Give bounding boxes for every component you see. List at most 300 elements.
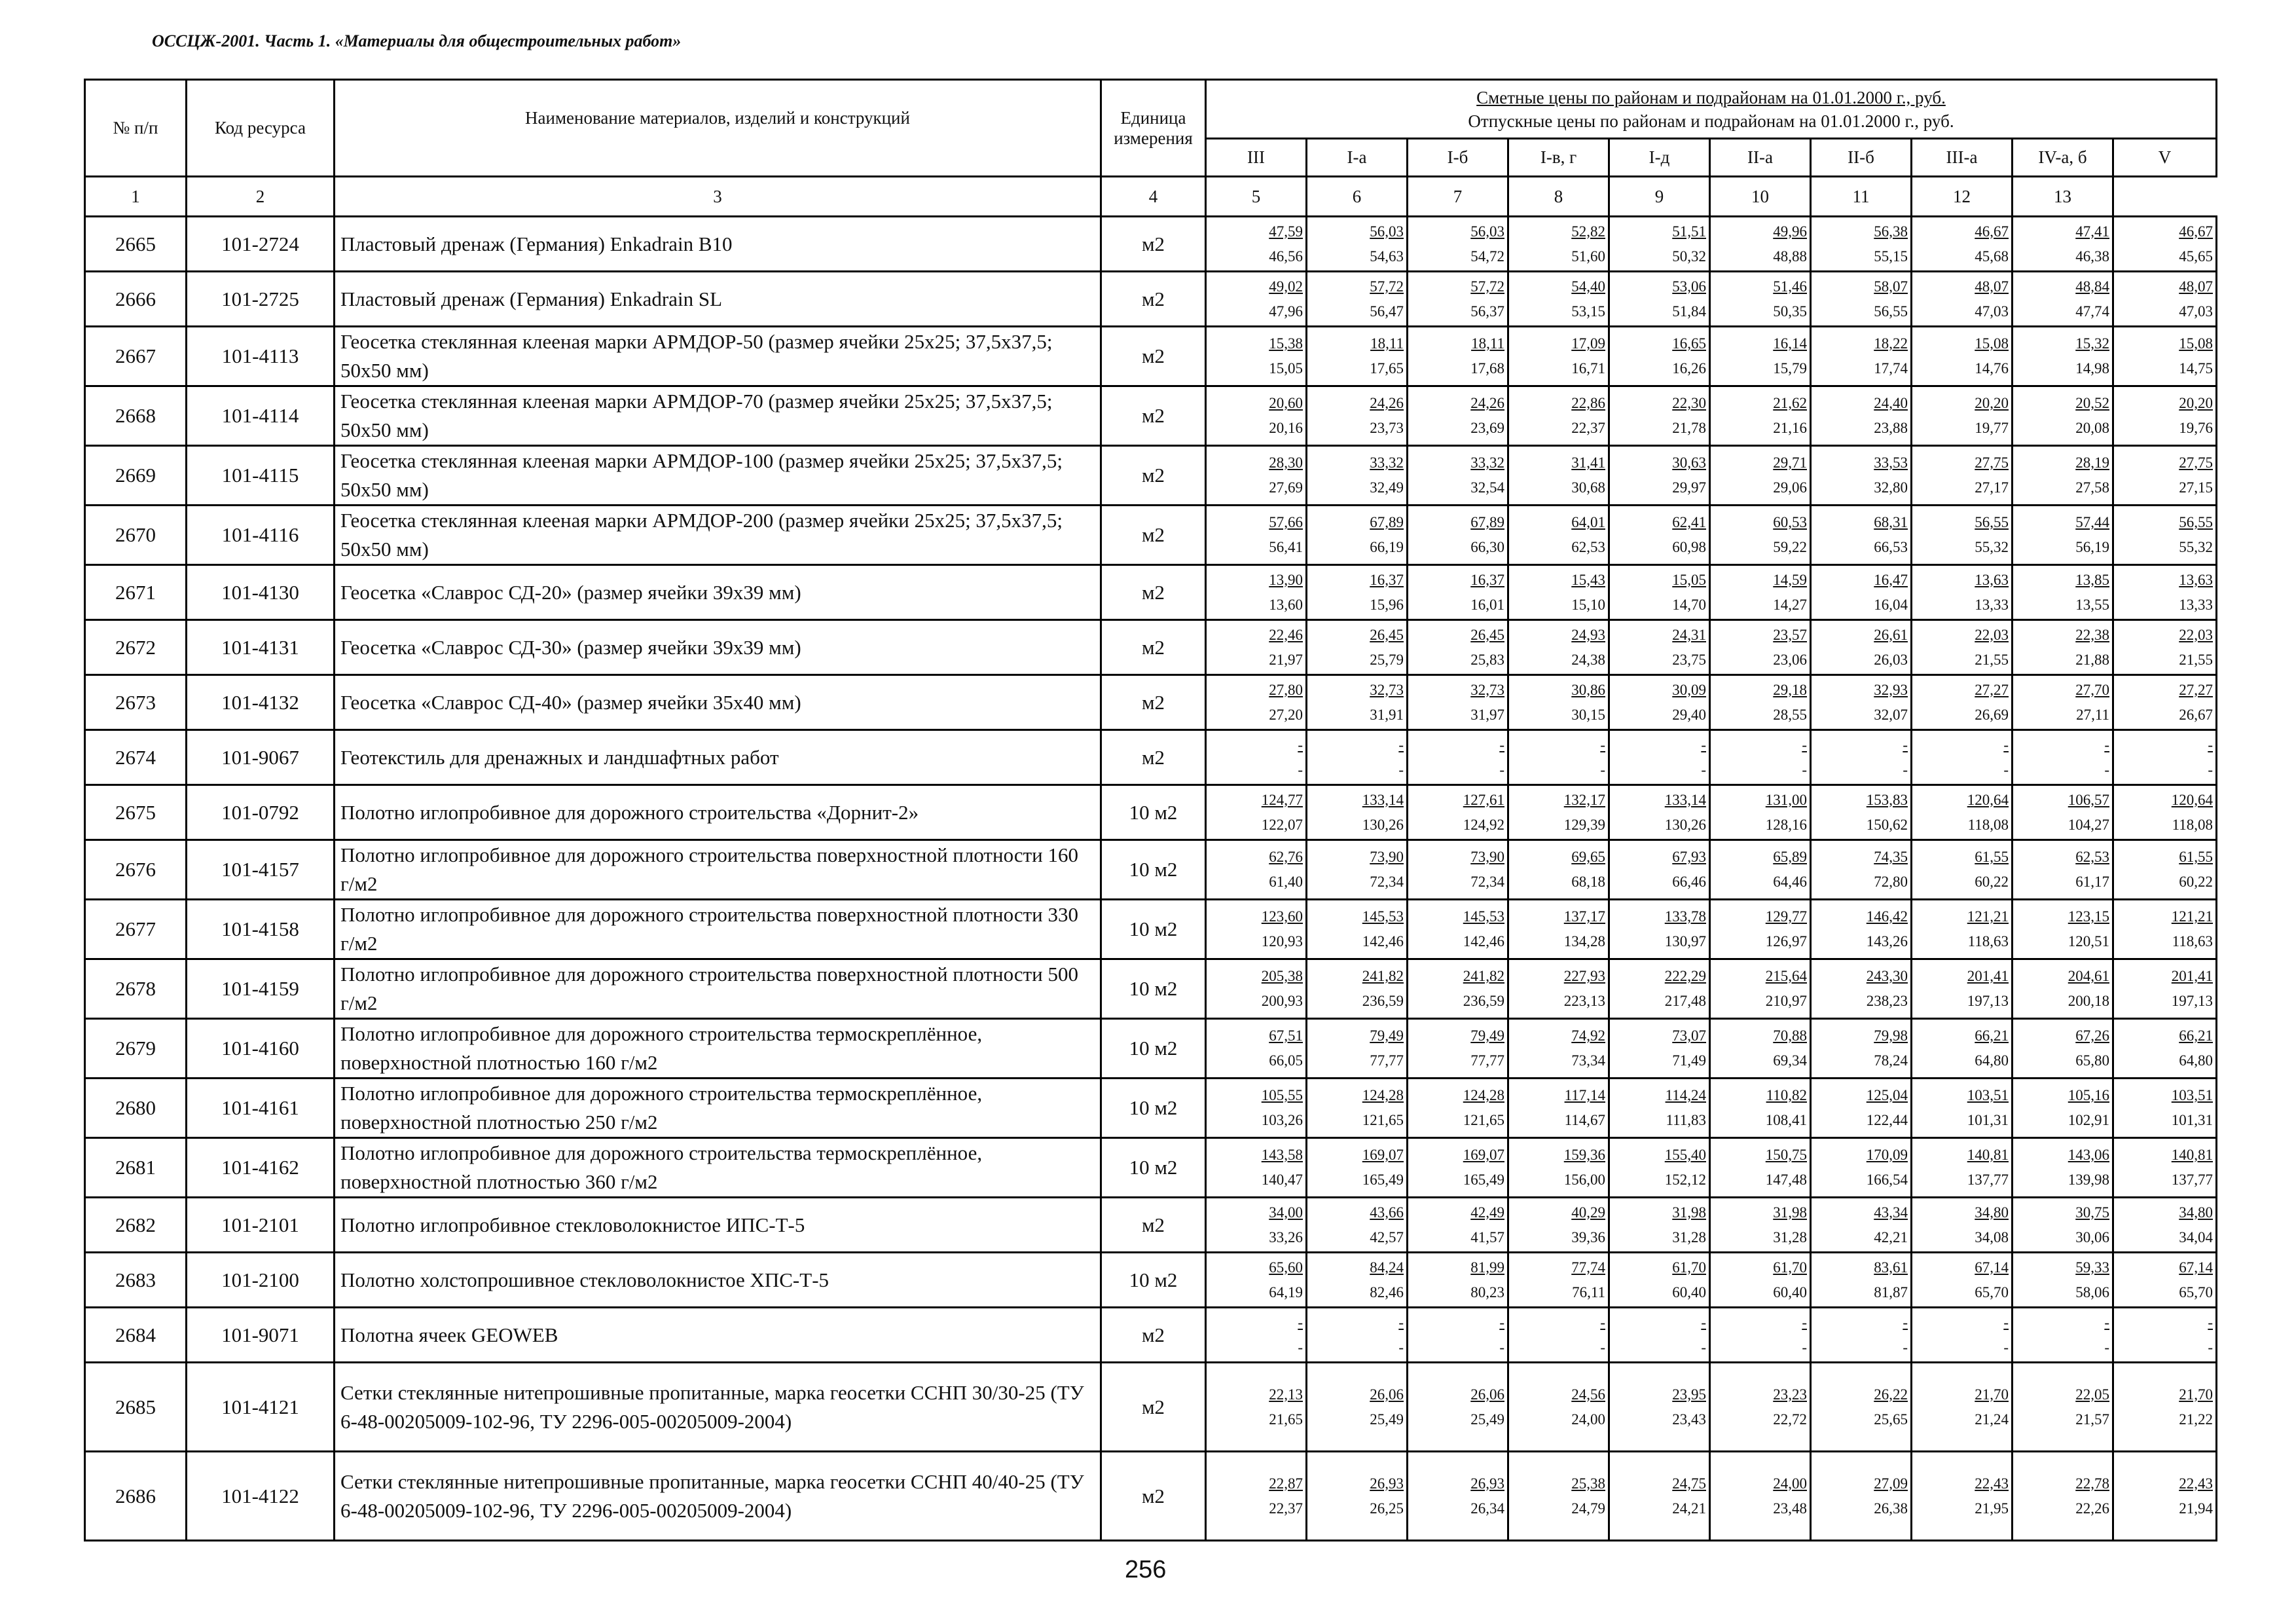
- price-cell: [1912, 272, 2013, 327]
- price-cell: [1710, 1308, 1811, 1363]
- release-price: 19,76: [2179, 420, 2213, 436]
- release-price: 210,97: [1765, 993, 1807, 1009]
- price-cell: [1609, 1253, 1710, 1308]
- material-name: Геосетка «Славрос СД-20» (размер ячейки 39х39 мм): [335, 565, 1101, 620]
- release-prices-title: Отпускные цены по районам и подрайонам на 01.01.2000 г., руб.: [1468, 111, 1954, 131]
- price-cell: [2113, 386, 2217, 446]
- release-price: 25,49: [1470, 1411, 1504, 1428]
- release-price: 165,49: [1463, 1172, 1504, 1188]
- row-number: 2677: [85, 900, 187, 959]
- price-cell: [1508, 1308, 1609, 1363]
- release-price: 31,97: [1470, 706, 1504, 723]
- estimate-price: 22,78: [2075, 1475, 2109, 1492]
- price-cell: [2113, 959, 2217, 1019]
- price-cell: [1508, 1253, 1609, 1308]
- release-price: -: [1701, 1338, 1706, 1356]
- estimate-price: 137,17: [1563, 908, 1605, 925]
- estimate-price: 16,65: [1672, 335, 1706, 352]
- estimate-price: 31,98: [1773, 1204, 1807, 1221]
- release-price: 29,06: [1773, 479, 1807, 496]
- release-price: 17,68: [1470, 360, 1504, 377]
- price-cell: [2113, 1138, 2217, 1198]
- material-name: Геосетка стеклянная клееная марки АРМДОР-200 (размер ячейки 25х25; 37,5х37,5; 50х50 мм): [335, 506, 1101, 565]
- material-name: Полотно иглопробивное для дорожного строительства поверхностной плотности 500 г/м2: [335, 959, 1101, 1019]
- price-cell: [2113, 1198, 2217, 1253]
- price-cell: [1609, 217, 1710, 272]
- release-price: 27,11: [2076, 706, 2109, 723]
- material-name: Геосетка стеклянная клееная марки АРМДОР-100 (размер ячейки 25х25; 37,5х37,5; 50х50 мм): [335, 446, 1101, 506]
- release-price: 114,67: [1564, 1112, 1605, 1128]
- price-cell: [1710, 959, 1811, 1019]
- release-price: 118,63: [1967, 933, 2009, 950]
- release-price: 31,91: [1370, 706, 1404, 723]
- estimate-price: 13,63: [1975, 571, 2009, 588]
- release-price: 26,67: [2179, 706, 2213, 723]
- price-cell: [1408, 217, 1508, 272]
- release-price: 54,72: [1470, 248, 1504, 265]
- release-price: 118,08: [1967, 816, 2009, 833]
- estimate-price: 73,90: [1470, 849, 1504, 865]
- price-cell: [2013, 1363, 2113, 1452]
- estimate-price: 133,14: [1664, 791, 1706, 808]
- estimate-price: 69,65: [1571, 849, 1605, 865]
- estimate-price: 24,93: [1571, 626, 1605, 643]
- release-price: 21,65: [1269, 1411, 1303, 1428]
- estimate-price: 105,55: [1261, 1087, 1303, 1103]
- estimate-price: 205,38: [1261, 968, 1303, 984]
- price-cell: [1206, 386, 1307, 446]
- price-cell: [1710, 1138, 1811, 1198]
- price-cell: [1206, 900, 1307, 959]
- estimate-price: 62,76: [1269, 849, 1303, 865]
- price-cell: [1912, 1452, 2013, 1541]
- release-price: 15,05: [1269, 360, 1303, 377]
- column-index: 1: [85, 177, 187, 217]
- release-price: 27,20: [1269, 706, 1303, 723]
- resource-code: 101-4159: [187, 959, 335, 1019]
- release-price: 142,46: [1463, 933, 1504, 950]
- price-cell: [1307, 1198, 1408, 1253]
- release-price: 21,57: [2075, 1411, 2109, 1428]
- release-price: 50,35: [1773, 303, 1807, 320]
- release-price: 28,55: [1773, 706, 1807, 723]
- release-price: 26,34: [1470, 1500, 1504, 1517]
- estimate-price: 170,09: [1866, 1147, 1908, 1163]
- estimate-price: 125,04: [1866, 1087, 1908, 1103]
- unit: м2: [1101, 565, 1206, 620]
- estimate-price: 133,78: [1664, 908, 1706, 925]
- price-cell: [1710, 1452, 1811, 1541]
- price-cell: [2013, 327, 2113, 386]
- unit: 10 м2: [1101, 785, 1206, 840]
- release-price: 48,88: [1773, 248, 1807, 265]
- estimate-price: 33,53: [1874, 454, 1908, 471]
- price-cell: [1206, 1253, 1307, 1308]
- release-price: 104,27: [2068, 816, 2109, 833]
- price-cell: [1206, 1452, 1307, 1541]
- table-row: [85, 959, 2217, 1019]
- estimate-price: 23,23: [1773, 1386, 1807, 1403]
- release-price: 142,46: [1362, 933, 1404, 950]
- estimate-price: 30,75: [2075, 1204, 2109, 1221]
- release-price: 130,97: [1664, 933, 1706, 950]
- estimate-price: 28,19: [2075, 454, 2109, 471]
- estimate-price: 227,93: [1563, 968, 1605, 984]
- estimate-price: 21,70: [2179, 1386, 2213, 1403]
- unit: 10 м2: [1101, 1019, 1206, 1079]
- release-price: 26,38: [1874, 1500, 1908, 1517]
- release-price: 16,26: [1672, 360, 1706, 377]
- estimate-price: 124,77: [1261, 791, 1303, 808]
- release-price: 45,68: [1975, 248, 2009, 265]
- price-cell: [2013, 959, 2113, 1019]
- release-price: 77,77: [1470, 1052, 1504, 1069]
- price-cell: [1508, 1019, 1609, 1079]
- estimate-price: 51,51: [1672, 223, 1706, 240]
- price-cell: [2113, 675, 2217, 730]
- price-cell: [1307, 327, 1408, 386]
- release-price: 111,83: [1666, 1112, 1706, 1128]
- release-price: 14,70: [1672, 596, 1706, 613]
- release-price: 197,13: [2171, 993, 2213, 1009]
- material-name: Полотно иглопробивное для дорожного строительства термоскреплённое, поверхностной плотностью 250 г/м2: [335, 1079, 1101, 1138]
- release-price: 21,16: [1773, 420, 1807, 436]
- estimate-price: 61,70: [1672, 1259, 1706, 1276]
- price-cell: [1710, 386, 1811, 446]
- release-price: 29,97: [1672, 479, 1706, 496]
- price-cell: [1508, 446, 1609, 506]
- estimate-price: 25,38: [1571, 1475, 1605, 1492]
- price-cell: [1206, 675, 1307, 730]
- release-price: 22,37: [1269, 1500, 1303, 1517]
- material-name: Пластовый дренаж (Германия) Enkadrain B10: [335, 217, 1101, 272]
- price-cell: [1508, 506, 1609, 565]
- price-cell: [1811, 217, 1912, 272]
- release-price: 56,47: [1370, 303, 1404, 320]
- row-number: 2686: [85, 1452, 187, 1541]
- price-cell: [1408, 959, 1508, 1019]
- price-cell: [1408, 840, 1508, 900]
- release-price: 15,96: [1370, 596, 1404, 613]
- price-cell: [1609, 1138, 1710, 1198]
- price-cell: [1508, 327, 1609, 386]
- table-row: [85, 506, 2217, 565]
- estimate-price: 65,89: [1773, 849, 1807, 865]
- price-cell: [1408, 446, 1508, 506]
- estimate-price: 26,22: [1874, 1386, 1908, 1403]
- estimate-price: 27,70: [2075, 681, 2109, 698]
- region-header: I-б: [1408, 139, 1508, 177]
- unit: м2: [1101, 386, 1206, 446]
- release-price: 58,06: [2075, 1283, 2109, 1301]
- estimate-price: 150,75: [1765, 1147, 1807, 1163]
- estimate-price: 22,13: [1269, 1386, 1303, 1403]
- price-cell: [1307, 446, 1408, 506]
- estimate-price: 24,00: [1773, 1475, 1807, 1492]
- price-cell: [1710, 1079, 1811, 1138]
- price-cell: [1206, 327, 1307, 386]
- release-price: 34,08: [1975, 1228, 2009, 1246]
- unit: 10 м2: [1101, 1079, 1206, 1138]
- price-cell: [2113, 840, 2217, 900]
- table-row: [85, 1363, 2217, 1452]
- release-price: 46,56: [1269, 248, 1303, 265]
- release-price: 108,41: [1765, 1112, 1807, 1128]
- price-cell: [1508, 1138, 1609, 1198]
- price-cell: [1408, 1138, 1508, 1198]
- price-cell: [1912, 565, 2013, 620]
- price-cell: [2013, 1308, 2113, 1363]
- estimate-price: -: [1499, 1314, 1504, 1331]
- resource-code: 101-4158: [187, 900, 335, 959]
- row-number: 2673: [85, 675, 187, 730]
- release-price: 60,40: [1672, 1283, 1706, 1301]
- release-price: 66,30: [1470, 539, 1504, 555]
- release-price: 223,13: [1563, 993, 1605, 1009]
- estimate-price: 73,90: [1370, 849, 1404, 865]
- release-price: -: [2208, 1338, 2213, 1356]
- estimate-price: 15,05: [1672, 571, 1706, 588]
- price-cell: [1206, 840, 1307, 900]
- resource-code: 101-2724: [187, 217, 335, 272]
- price-cell: [1710, 840, 1811, 900]
- release-price: 21,55: [2179, 651, 2213, 668]
- release-price: -: [1600, 761, 1605, 778]
- release-price: 200,93: [1261, 993, 1303, 1009]
- price-cell: [1811, 1079, 1912, 1138]
- release-price: 130,26: [1664, 816, 1706, 833]
- price-cell: [2013, 1452, 2113, 1541]
- release-price: -: [2003, 761, 2009, 778]
- column-index: 11: [1811, 177, 1912, 217]
- release-price: 103,26: [1261, 1112, 1303, 1128]
- material-name: Геосетка стеклянная клееная марки АРМДОР-70 (размер ячейки 25х25; 37,5х37,5; 50х50 мм): [335, 386, 1101, 446]
- release-price: 102,91: [2068, 1112, 2109, 1128]
- estimate-price: 120,64: [1967, 791, 2009, 808]
- estimate-price: 57,72: [1470, 278, 1504, 295]
- estimate-price: 66,21: [1975, 1027, 2009, 1044]
- price-cell: [1811, 1253, 1912, 1308]
- release-price: 134,28: [1563, 933, 1605, 950]
- region-header: I-а: [1307, 139, 1408, 177]
- price-cell: [2013, 675, 2113, 730]
- release-price: 69,34: [1773, 1052, 1807, 1069]
- estimate-price: 26,06: [1370, 1386, 1404, 1403]
- region-header: I-в, г: [1508, 139, 1609, 177]
- price-cell: [1508, 900, 1609, 959]
- price-cell: [1206, 506, 1307, 565]
- material-name: Полотно иглопробивное стекловолокнистое ИПС-Т-5: [335, 1198, 1101, 1253]
- price-cell: [1811, 506, 1912, 565]
- resource-code: 101-4113: [187, 327, 335, 386]
- release-price: 23,73: [1370, 420, 1404, 436]
- estimate-price: -: [2208, 1314, 2213, 1331]
- price-cell: [1508, 1363, 1609, 1452]
- estimate-price: 15,08: [2179, 335, 2213, 352]
- table-row: [85, 675, 2217, 730]
- estimate-price: 22,03: [1975, 626, 2009, 643]
- unit: м2: [1101, 1198, 1206, 1253]
- column-index: 3: [335, 177, 1101, 217]
- price-cell: [1408, 565, 1508, 620]
- release-price: 32,49: [1370, 479, 1404, 496]
- price-cell: [1609, 1019, 1710, 1079]
- price-cell: [2113, 506, 2217, 565]
- estimate-price: 49,02: [1269, 278, 1303, 295]
- region-header: IV-а, б: [2013, 139, 2113, 177]
- estimate-price: 57,44: [2075, 514, 2109, 530]
- estimate-price: 61,55: [1975, 849, 2009, 865]
- estimate-price: 26,93: [1370, 1475, 1404, 1492]
- price-cell: [2013, 730, 2113, 785]
- resource-code: 101-2100: [187, 1253, 335, 1308]
- release-price: 33,26: [1269, 1228, 1303, 1246]
- col-name-header: Наименование материалов, изделий и конструкций: [335, 80, 1101, 177]
- estimate-price: 67,14: [1975, 1259, 2009, 1276]
- resource-code: 101-2101: [187, 1198, 335, 1253]
- price-cell: [1408, 506, 1508, 565]
- price-cell: [1408, 1363, 1508, 1452]
- unit: 10 м2: [1101, 900, 1206, 959]
- estimate-price: 123,15: [2068, 908, 2109, 925]
- release-price: 32,54: [1470, 479, 1504, 496]
- release-price: 64,19: [1269, 1283, 1303, 1301]
- table-row: [85, 730, 2217, 785]
- estimate-price: 30,09: [1672, 681, 1706, 698]
- release-price: 80,23: [1470, 1283, 1504, 1301]
- price-cell: [1508, 620, 1609, 675]
- column-index: 4: [1101, 177, 1206, 217]
- release-price: 73,34: [1571, 1052, 1605, 1069]
- estimate-price: 13,63: [2179, 571, 2213, 588]
- estimate-price: 27,27: [1975, 681, 2009, 698]
- price-cell: [1912, 1253, 2013, 1308]
- estimate-price: 18,11: [1370, 335, 1404, 352]
- estimate-price: 140,81: [1967, 1147, 2009, 1163]
- table-row: [85, 785, 2217, 840]
- table-row: [85, 900, 2217, 959]
- price-cell: [1307, 1452, 1408, 1541]
- resource-code: 101-9067: [187, 730, 335, 785]
- row-number: 2685: [85, 1363, 187, 1452]
- table-row: [85, 1138, 2217, 1198]
- price-cell: [1811, 675, 1912, 730]
- price-cell: [1206, 446, 1307, 506]
- price-cell: [2013, 386, 2113, 446]
- release-price: 14,75: [2179, 360, 2213, 377]
- page-number: 256: [1125, 1556, 1167, 1583]
- price-cell: [2113, 785, 2217, 840]
- estimate-price: 67,26: [2075, 1027, 2109, 1044]
- estimate-price: -: [1398, 1314, 1404, 1331]
- column-index: 5: [1206, 177, 1307, 217]
- estimate-price: 56,03: [1370, 223, 1404, 240]
- release-price: 236,59: [1362, 993, 1404, 1009]
- price-cell: [1912, 900, 2013, 959]
- estimate-price: 22,38: [2075, 626, 2109, 643]
- release-price: 60,22: [2179, 874, 2213, 890]
- price-cell: [1912, 217, 2013, 272]
- table-row: [85, 1308, 2217, 1363]
- estimate-price: 132,17: [1563, 791, 1605, 808]
- price-cell: [1811, 1019, 1912, 1079]
- estimate-price: 143,06: [2068, 1147, 2109, 1163]
- unit: м2: [1101, 327, 1206, 386]
- estimate-price: -: [1903, 1314, 1908, 1331]
- material-name: Полотно холстопрошивное стекловолокнистое ХПС-Т-5: [335, 1253, 1101, 1308]
- price-cell: [1811, 1452, 1912, 1541]
- price-cell: [1508, 272, 1609, 327]
- estimate-price: 32,73: [1470, 681, 1504, 698]
- price-cell: [1408, 1452, 1508, 1541]
- estimate-price: 204,61: [2068, 968, 2109, 984]
- estimate-price: 79,49: [1470, 1027, 1504, 1044]
- price-cell: [1307, 840, 1408, 900]
- estimate-price: 20,20: [2179, 395, 2213, 411]
- release-price: 13,55: [2075, 596, 2109, 613]
- release-price: 66,53: [1874, 539, 1908, 555]
- price-cell: [1206, 1308, 1307, 1363]
- estimate-price: 20,52: [2075, 395, 2109, 411]
- price-cell: [1811, 840, 1912, 900]
- price-cell: [1811, 272, 1912, 327]
- estimate-price: 13,85: [2075, 571, 2109, 588]
- release-price: 68,18: [1571, 874, 1605, 890]
- row-number: 2665: [85, 217, 187, 272]
- release-price: -: [2104, 761, 2109, 778]
- column-index: 7: [1408, 177, 1508, 217]
- estimate-price: 67,51: [1269, 1027, 1303, 1044]
- resource-code: 101-4121: [187, 1363, 335, 1452]
- table-row: [85, 217, 2217, 272]
- estimate-price: 32,73: [1370, 681, 1404, 698]
- release-price: 16,01: [1470, 596, 1504, 613]
- estimate-price: 26,45: [1470, 626, 1504, 643]
- release-price: 23,69: [1470, 420, 1504, 436]
- release-price: 47,03: [1975, 303, 2009, 320]
- release-price: 122,07: [1261, 816, 1303, 833]
- estimate-price: 27,75: [2179, 454, 2213, 471]
- price-cell: [1912, 620, 2013, 675]
- estimate-price: 129,77: [1765, 908, 1807, 925]
- estimate-price: 34,80: [2179, 1204, 2213, 1221]
- release-price: 60,40: [1773, 1283, 1807, 1301]
- material-name: Геотекстиль для дренажных и ландшафтных работ: [335, 730, 1101, 785]
- estimate-price: 16,37: [1470, 571, 1504, 588]
- estimate-prices-title: Сметные цены по районам и подрайонам на 01.01.2000 г., руб.: [1476, 87, 1946, 107]
- release-price: 118,63: [2172, 933, 2213, 950]
- table-row: [85, 272, 2217, 327]
- resource-code: 101-4131: [187, 620, 335, 675]
- price-cell: [1408, 327, 1508, 386]
- release-price: 22,37: [1571, 420, 1605, 436]
- price-cell: [1408, 675, 1508, 730]
- release-price: 32,07: [1874, 706, 1908, 723]
- release-price: 30,68: [1571, 479, 1605, 496]
- release-price: 22,72: [1773, 1411, 1807, 1428]
- release-price: 54,63: [1370, 248, 1404, 265]
- material-name: Геосетка «Славрос СД-40» (размер ячейки 35х40 мм): [335, 675, 1101, 730]
- estimate-price: -: [1600, 736, 1605, 753]
- release-price: 62,53: [1571, 539, 1605, 555]
- material-name: Полотна ячеек GEOWEB: [335, 1308, 1101, 1363]
- estimate-price: 65,60: [1269, 1259, 1303, 1276]
- material-name: Геосетка стеклянная клееная марки АРМДОР-50 (размер ячейки 25х25; 37,5х37,5; 50х50 мм): [335, 327, 1101, 386]
- estimate-price: 40,29: [1571, 1204, 1605, 1221]
- material-name: Полотно иглопробивное для дорожного строительства термоскреплённое, поверхностной плотностью 160 г/м2: [335, 1019, 1101, 1079]
- estimate-price: 28,30: [1269, 454, 1303, 471]
- price-cell: [1912, 446, 2013, 506]
